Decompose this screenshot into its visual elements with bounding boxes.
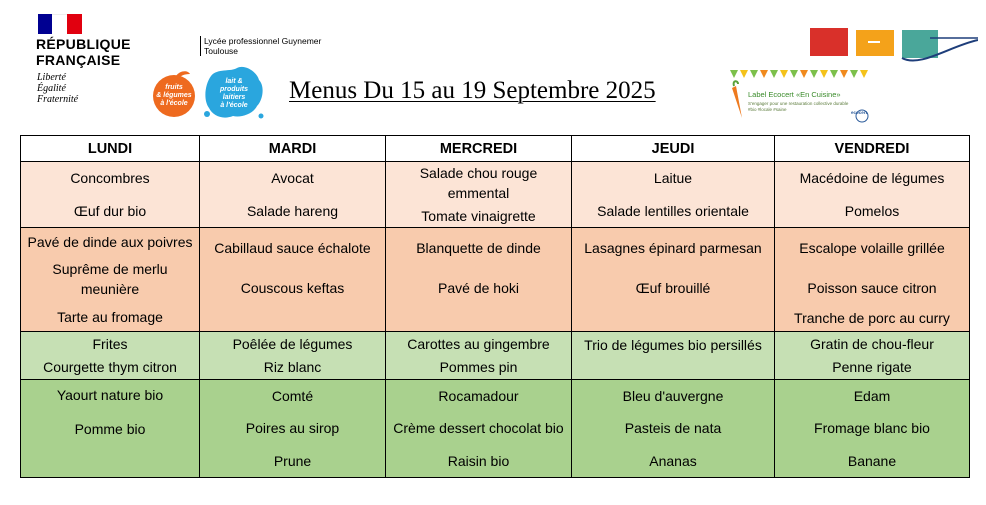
menu-item: Pommes pin: [439, 359, 518, 376]
garniture-cell-mardi: [200, 332, 386, 380]
school-divider: [200, 36, 201, 56]
ecocert-description: S'engager pour une restauration collective durable #bio #locale #saine: [748, 101, 849, 112]
garniture-cell-jeudi: [572, 332, 775, 380]
menu-item: Salade hareng: [246, 202, 339, 219]
menu-item: Pavé de dinde aux poivres: [27, 233, 193, 250]
menu-item: Comté: [271, 388, 314, 405]
day-header-jeudi: JEUDI: [572, 136, 775, 162]
menu-item: Pasteis de nata: [624, 420, 722, 437]
ecocert-badge: ecocert: [851, 110, 868, 115]
entree-cell-jeudi: [572, 162, 775, 228]
dessert-cell-mercredi: [386, 380, 572, 478]
menu-item: Escalope volaille grillée: [799, 240, 945, 256]
day-header-lundi: LUNDI: [21, 136, 200, 162]
plat-cell-mardi: [200, 228, 386, 332]
menu-item: Tarte au fromage: [57, 309, 163, 326]
fruits-legumes-logo: [150, 68, 198, 118]
menu-item: Suprême de merlu meunière: [52, 261, 168, 298]
menu-item: Trio de légumes bio persillés: [584, 337, 762, 353]
menu-item: Œuf dur bio: [73, 202, 147, 219]
menu-item: Cabillaud sauce échalote: [214, 240, 371, 256]
plat-row: [21, 228, 970, 332]
menu-item: Prune: [273, 452, 312, 469]
garniture-cell-lundi: [21, 332, 200, 380]
menu-item: Macédoine de légumes: [799, 170, 945, 187]
republic-motto: Liberté Égalité Fraternité: [37, 72, 79, 105]
entree-cell-mardi: [200, 162, 386, 228]
day-header-row: [21, 136, 970, 162]
menu-item: Ananas: [649, 452, 697, 469]
plat-cell-lundi: [21, 228, 200, 332]
menu-item: Frites: [92, 335, 128, 352]
menu-item: Salade chou rouge emmental: [419, 165, 538, 202]
menu-item: Couscous keftas: [240, 280, 345, 296]
republic-name: RÉPUBLIQUE FRANÇAISE: [36, 36, 131, 68]
menu-item: Banane: [847, 452, 897, 469]
school-name: Lycée professionnel Guynemer Toulouse: [204, 36, 322, 56]
plat-cell-vendredi: [775, 228, 970, 332]
menu-item: Gratin de chou-fleur: [810, 335, 934, 352]
menu-item: Poisson sauce citron: [807, 280, 937, 296]
entree-cell-mercredi: [386, 162, 572, 228]
entree-row: [21, 162, 970, 228]
page-title: Menus Du 15 au 19 Septembre 2025: [289, 77, 656, 104]
menu-item: Poêlée de légumes: [232, 335, 353, 352]
entree-cell-lundi: [21, 162, 200, 228]
menu-item: Pomelos: [844, 202, 900, 219]
menu-item: Poires au sirop: [245, 420, 340, 437]
garniture-cell-vendredi: [775, 332, 970, 380]
garniture-cell-mercredi: [386, 332, 572, 380]
plat-cell-mercredi: [386, 228, 572, 332]
menu-item: Pavé de hoki: [438, 280, 519, 296]
day-header-vendredi: VENDREDI: [775, 136, 970, 162]
menu-item: Edam: [853, 388, 891, 405]
menu-item: Yaourt nature bio: [56, 387, 164, 403]
dessert-row: [21, 380, 970, 478]
day-header-mercredi: MERCREDI: [386, 136, 572, 162]
menu-item: Concombres: [70, 170, 150, 187]
dessert-cell-lundi: [21, 380, 200, 478]
french-flag-logo: [38, 14, 82, 34]
menu-item: Penne rigate: [832, 359, 912, 376]
menu-item: Riz blanc: [263, 359, 322, 376]
fruits-logo-text: fruits & légumes à l'école: [156, 84, 192, 107]
plat-cell-jeudi: [572, 228, 775, 332]
restaurant-logo: [810, 28, 978, 70]
menu-item: Salade lentilles orientale: [597, 202, 749, 219]
entree-cell-vendredi: [775, 162, 970, 228]
menu-item: Tomate vinaigrette: [421, 207, 536, 224]
lait-produits-logo: [203, 66, 265, 122]
menu-item: Crème dessert chocolat bio: [393, 420, 564, 437]
menu-item: Laitue: [653, 170, 693, 187]
menu-item: Avocat: [271, 170, 314, 187]
menu-item: Lasagnes épinard parmesan: [584, 240, 762, 256]
menu-item: Carottes au gingembre: [407, 335, 550, 352]
garniture-row: [21, 332, 970, 380]
ecocert-label-logo: [728, 68, 880, 130]
menu-item: Bleu d'auvergne: [622, 388, 724, 405]
dessert-cell-mardi: [200, 380, 386, 478]
menu-item: Raisin bio: [447, 452, 510, 469]
menu-item: Blanquette de dinde: [416, 240, 541, 256]
menu-item: Rocamadour: [438, 388, 519, 405]
menu-item: Tranche de porc au curry: [794, 310, 950, 326]
menu-item: Œuf brouillé: [635, 280, 711, 296]
menu-item: Courgette thym citron: [43, 359, 177, 376]
menu-item: Pomme bio: [74, 421, 146, 437]
dessert-cell-jeudi: [572, 380, 775, 478]
lait-logo-text: lait & produits laitiers à l'école: [220, 78, 248, 109]
weekly-menu-table: [20, 135, 970, 478]
ecocert-label-text: Label Ecocert «En Cuisine»: [748, 90, 841, 99]
day-header-mardi: MARDI: [200, 136, 386, 162]
dessert-cell-vendredi: [775, 380, 970, 478]
menu-item: Fromage blanc bio: [814, 420, 930, 437]
